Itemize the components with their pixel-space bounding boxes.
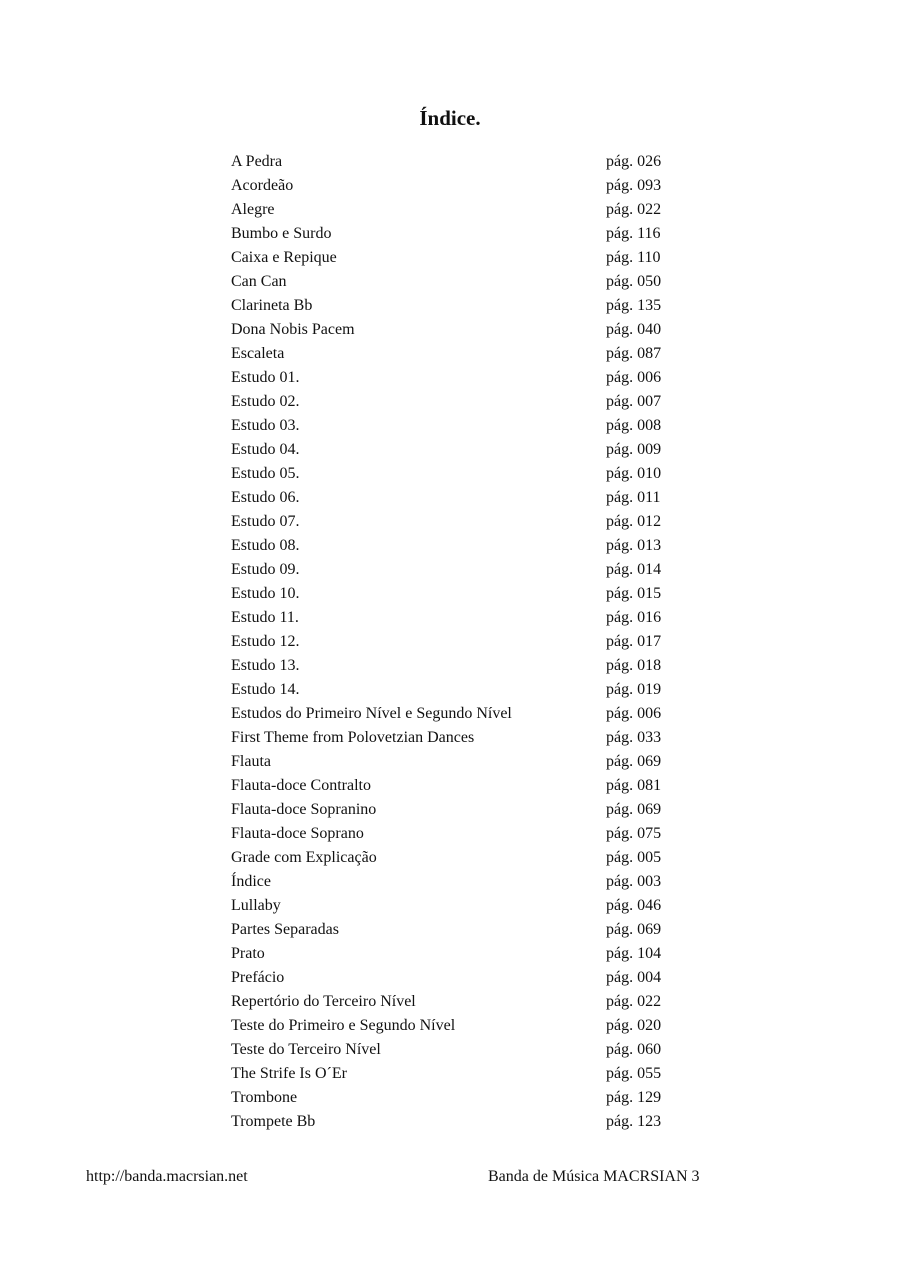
toc-entry [231, 630, 691, 654]
toc-entry-title: Flauta-doce Contralto [231, 777, 371, 794]
toc-entry-page: pág. 015 [606, 585, 662, 602]
toc-entry-page: pág. 003 [606, 873, 662, 890]
toc-entry-page: pág. 069 [606, 801, 662, 818]
toc-entry [231, 750, 691, 774]
toc-entry-page: pág. 040 [606, 321, 662, 338]
toc-entry [231, 414, 691, 438]
page-title: Índice. [419, 106, 481, 130]
toc-entry-page: pág. 006 [606, 705, 662, 722]
toc-entry [231, 846, 691, 870]
toc-entry-page: pág. 081 [606, 777, 662, 794]
toc-entry [231, 150, 691, 174]
toc-entry [231, 462, 691, 486]
toc-entry-title: Estudo 11. [231, 609, 299, 626]
toc-entry [231, 774, 691, 798]
toc-entry [231, 870, 691, 894]
toc-entry [231, 966, 691, 990]
toc-entry-page: pág. 129 [606, 1089, 662, 1106]
toc-entry [231, 174, 691, 198]
toc-entry-title: Flauta-doce Soprano [231, 825, 364, 842]
toc-entry [231, 942, 691, 966]
toc-entry-title: Lullaby [231, 897, 281, 914]
toc-entry-page: pág. 093 [606, 177, 662, 194]
toc-entry-title: The Strife Is O´Er [231, 1065, 347, 1082]
toc-entry-page: pág. 013 [606, 537, 662, 554]
toc-entry-title: Trombone [231, 1089, 298, 1106]
footer-book-title: Banda de Música MACRSIAN 3 [488, 1168, 700, 1185]
toc-entry-page: pág. 016 [606, 609, 662, 626]
toc-entry-title: Trompete Bb [231, 1113, 316, 1130]
toc-entry-title: First Theme from Polovetzian Dances [231, 729, 475, 746]
toc-entry-page: pág. 104 [606, 945, 662, 962]
toc-entry [231, 894, 691, 918]
toc-entry-title: Repertório do Terceiro Nível [231, 993, 416, 1010]
toc-entry-page: pág. 055 [606, 1065, 662, 1082]
toc-entry [231, 918, 691, 942]
toc-entry-title: Estudo 08. [231, 537, 300, 554]
toc-entry-title: Estudo 06. [231, 489, 300, 506]
toc-entry [231, 390, 691, 414]
toc-entry-page: pág. 026 [606, 153, 662, 170]
toc-entry-title: Estudo 14. [231, 681, 300, 698]
toc-entry-page: pág. 004 [606, 969, 662, 986]
toc-entry [231, 822, 691, 846]
toc-entry [231, 438, 691, 462]
toc-entry-page: pág. 007 [606, 393, 662, 410]
toc-entry [231, 990, 691, 1014]
toc-entry [231, 726, 691, 750]
toc-entry-page: pág. 123 [606, 1113, 662, 1130]
toc-entry-title: Teste do Terceiro Nível [231, 1041, 381, 1058]
toc-entry-title: Estudo 01. [231, 369, 300, 386]
toc-entry [231, 1110, 691, 1134]
toc-entry-title: Clarineta Bb [231, 297, 313, 314]
toc-entry [231, 294, 691, 318]
toc-entry [231, 582, 691, 606]
toc-entry-page: pág. 019 [606, 681, 662, 698]
toc-entry-title: Grade com Explicação [231, 849, 377, 866]
toc-entry [231, 246, 691, 270]
toc-entry-page: pág. 012 [606, 513, 662, 530]
toc-entry-page: pág. 075 [606, 825, 662, 842]
toc-entry [231, 654, 691, 678]
toc-entry [231, 702, 691, 726]
toc-entry [231, 1086, 691, 1110]
toc-entry-page: pág. 135 [606, 297, 662, 314]
toc-entry-title: Flauta-doce Sopranino [231, 801, 377, 818]
toc-entry-page: pág. 087 [606, 345, 662, 362]
toc-entry-title: Estudo 03. [231, 417, 300, 434]
toc-entry [231, 342, 691, 366]
toc-entry [231, 198, 691, 222]
toc-entry-title: Bumbo e Surdo [231, 225, 332, 242]
toc-entry-title: Acordeão [231, 177, 294, 194]
toc-entry-title: Estudo 12. [231, 633, 300, 650]
toc-entry [231, 534, 691, 558]
toc-entry-title: Estudo 02. [231, 393, 300, 410]
toc-entry-page: pág. 017 [606, 633, 662, 650]
toc-entry-page: pág. 018 [606, 657, 662, 674]
toc-entry [231, 678, 691, 702]
toc-entry-title: Estudo 07. [231, 513, 300, 530]
toc-entry-title: A Pedra [231, 153, 283, 170]
toc-entry-page: pág. 010 [606, 465, 662, 482]
toc-entry [231, 510, 691, 534]
toc-entry-title: Alegre [231, 201, 275, 218]
toc-entry-title: Partes Separadas [231, 921, 339, 938]
toc-entry [231, 606, 691, 630]
toc-entry-page: pág. 005 [606, 849, 662, 866]
toc-entry-page: pág. 014 [606, 561, 662, 578]
toc-entry-title: Prato [231, 945, 265, 962]
toc-entry [231, 222, 691, 246]
toc-entry-page: pág. 011 [606, 489, 661, 506]
toc-entry-page: pág. 069 [606, 753, 662, 770]
toc-entry [231, 270, 691, 294]
toc-entry-title: Teste do Primeiro e Segundo Nível [231, 1017, 456, 1034]
toc-entry-title: Caixa e Repique [231, 249, 337, 266]
toc-entry-page: pág. 006 [606, 369, 662, 386]
toc-entry-title: Estudos do Primeiro Nível e Segundo Nível [231, 705, 512, 722]
toc-entry-page: pág. 060 [606, 1041, 662, 1058]
table-of-contents [231, 150, 691, 1134]
toc-entry-title: Prefácio [231, 969, 285, 986]
toc-entry [231, 318, 691, 342]
toc-entry-title: Estudo 13. [231, 657, 300, 674]
toc-entry-title: Estudo 10. [231, 585, 300, 602]
toc-entry-page: pág. 008 [606, 417, 662, 434]
toc-entry-page: pág. 069 [606, 921, 662, 938]
toc-entry-title: Can Can [231, 273, 287, 290]
toc-entry-title: Estudo 09. [231, 561, 300, 578]
footer-url: http://banda.macrsian.net [86, 1168, 248, 1185]
toc-entry [231, 366, 691, 390]
toc-entry-title: Índice [231, 873, 271, 890]
toc-entry [231, 558, 691, 582]
toc-entry [231, 486, 691, 510]
toc-entry [231, 1014, 691, 1038]
toc-entry-page: pág. 009 [606, 441, 662, 458]
toc-entry [231, 1038, 691, 1062]
toc-entry-title: Escaleta [231, 345, 285, 362]
toc-entry-page: pág. 046 [606, 897, 662, 914]
toc-entry-title: Estudo 04. [231, 441, 300, 458]
toc-entry-page: pág. 116 [606, 225, 661, 242]
toc-entry-page: pág. 110 [606, 249, 661, 266]
toc-entry-page: pág. 022 [606, 993, 662, 1010]
toc-entry [231, 1062, 691, 1086]
toc-entry-title: Estudo 05. [231, 465, 300, 482]
toc-entry-page: pág. 022 [606, 201, 662, 218]
toc-entry-title: Flauta [231, 753, 271, 770]
toc-entry-page: pág. 020 [606, 1017, 662, 1034]
toc-entry-page: pág. 050 [606, 273, 662, 290]
toc-entry-page: pág. 033 [606, 729, 662, 746]
toc-entry-title: Dona Nobis Pacem [231, 321, 355, 338]
toc-entry [231, 798, 691, 822]
